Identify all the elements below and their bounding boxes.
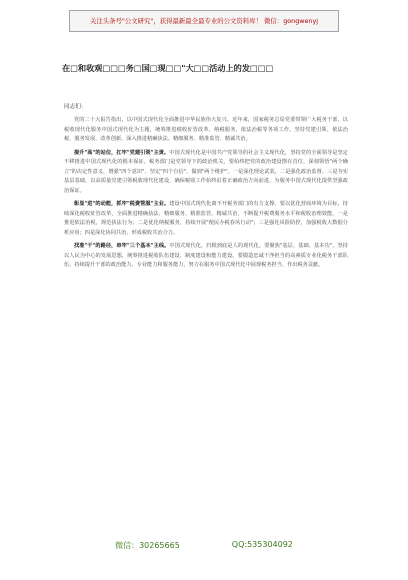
document-body bbox=[64, 116, 348, 526]
paragraph-text: 中国式现代化是中国共产党领导的社会主义现代化，坚持党的全面领导是坚定不移推进中国式现代化的根本保证。税务部门是党领导下的政治机关，要始终把党的政治建设摆在首位，深刻领悟"两个确立"的决定性意义，增强"四个意识"、坚定"四个自信"、做到"两个维护"。一是深化理论武装，二是强化政治监督，三是夯实基层基础，以高质量党建引领税收现代化建设，确保税收工作始终沿着正确政治方向前进，为服务中国式现代化提供坚强政治保证。 bbox=[64, 149, 348, 194]
paragraph-text: 党的二十大报告指出，以中国式现代化全面推进中华民族伟大复兴。近年来，国家税务总局党委带领广大税务干部，以税收现代化服务中国式现代化为主题，统筹推进税收征管改革、纳税服务、依法治税等各项工作，坚持党建引领、依法治税、服务发展、改革创新，深入推进精确执法、精细服务、精准监管、精诚共治。 bbox=[64, 117, 348, 142]
body-paragraph bbox=[64, 149, 348, 197]
promo-banner bbox=[69, 10, 339, 32]
body-paragraph bbox=[64, 242, 348, 271]
footer-qq: QQ:535304092 bbox=[231, 540, 293, 549]
paragraph-lead: 提升"高"的站位，扛牢"党建引领"主责。 bbox=[74, 149, 170, 156]
document-title: 在□和收观□□□务□国□现□□"大□□活动上的发□□□ bbox=[62, 63, 274, 73]
footer-contacts bbox=[0, 540, 408, 551]
paragraph-text: 建设中国式现代化离不开税务部门的有力支撑。要以优化营商环境为目标，持续深化税收征管改革，全面推进精确执法、精细服务、精准监管、精诚共治，不断提升税费服务水平和税收治理效能。一是推进依法治税，规范执法行为；二是优化纳税服务，持续开展"便民办税春风行动"；三是强化风险防控，加强税收大数据分析应用；四是深化协同共治，形成税收共治合力。 bbox=[64, 201, 348, 236]
promo-banner-text: 关注头条号"公文研究"，获得最新最全最专业的公文资料库！ 微信：gongwenyj bbox=[89, 17, 319, 25]
salutation: 同志们： bbox=[64, 104, 87, 110]
body-paragraph bbox=[64, 116, 348, 145]
paragraph-lead: 找准"干"的路径，串牢"三个基本"主线。 bbox=[74, 243, 170, 249]
body-paragraph bbox=[64, 200, 348, 238]
paragraph-text: 中国式现代化，归根到底是人的现代化。要聚焦"基层、基础、基本功"，坚持以人民为中心的发展思想，统筹推进税收队伍建设、制度建设和能力建设。要锻造忠诚干净担当的高素质专业化税务干部队伍，持续提升干部的政治能力、专业能力和服务能力，努力在服务中国式现代化中展现税务担当、作出税务贡献。 bbox=[64, 243, 348, 268]
paragraph-lead: 彰显"进"的动能，抓牢"税费管服"主业。 bbox=[74, 201, 170, 207]
footer-wechat: 微信：30265665 bbox=[115, 541, 180, 550]
